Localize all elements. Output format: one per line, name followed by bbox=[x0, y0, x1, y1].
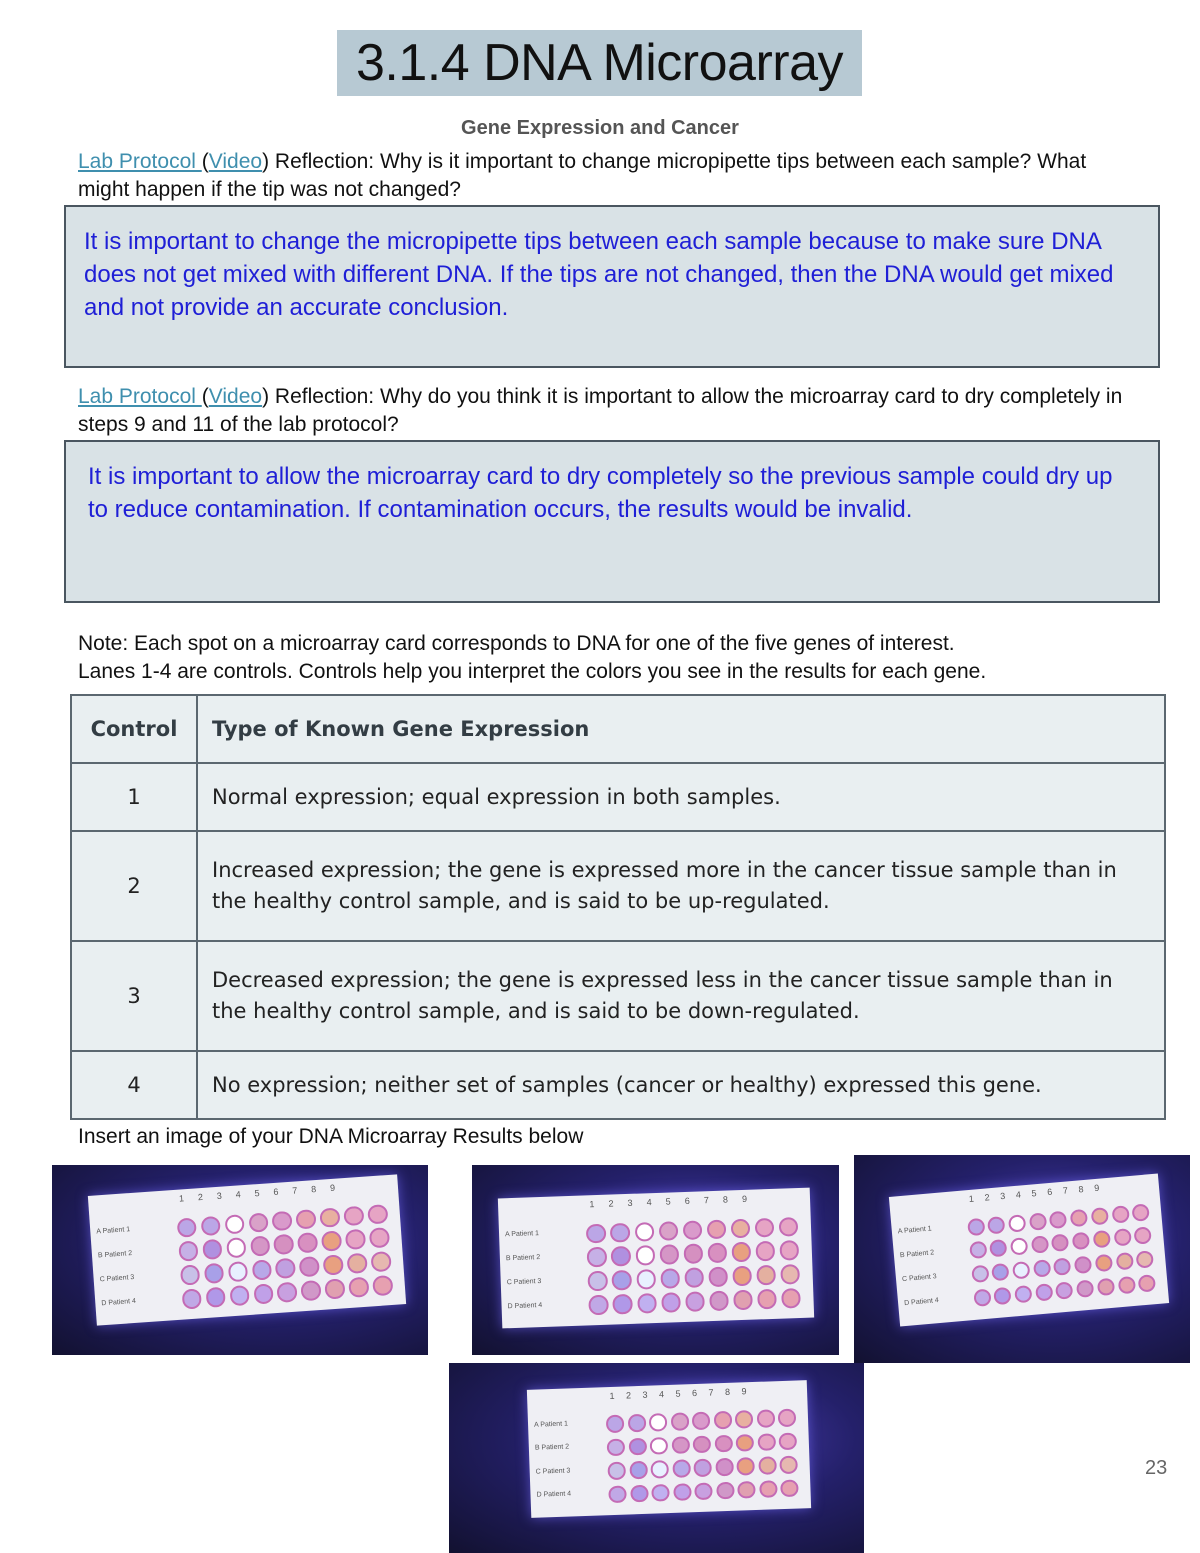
control-number: 3 bbox=[71, 941, 197, 1051]
microarray-spot bbox=[649, 1413, 667, 1431]
microarray-spot bbox=[226, 1238, 247, 1259]
microarray-spot bbox=[176, 1217, 197, 1238]
question-2 bbox=[78, 383, 1138, 439]
microarray-spot bbox=[695, 1482, 713, 1500]
microarray-spot bbox=[755, 1241, 775, 1261]
microarray-spot bbox=[694, 1459, 712, 1477]
microarray-card bbox=[527, 1380, 811, 1518]
row-label: B Patient 2 bbox=[534, 1443, 570, 1453]
microarray-spot bbox=[779, 1432, 797, 1450]
microarray-spot bbox=[781, 1479, 799, 1497]
row-label: D Patient 4 bbox=[903, 1296, 939, 1307]
microarray-spot bbox=[325, 1278, 346, 1299]
microarray-spot bbox=[611, 1246, 631, 1266]
microarray-spot bbox=[692, 1412, 710, 1430]
microarray-spot bbox=[756, 1265, 776, 1285]
microarray-spot bbox=[606, 1415, 624, 1433]
microarray-spot bbox=[1076, 1280, 1094, 1298]
microarray-spot bbox=[1113, 1229, 1131, 1247]
microarray-spot bbox=[272, 1210, 293, 1231]
microarray-spot bbox=[732, 1266, 752, 1286]
microarray-spot bbox=[1093, 1230, 1111, 1248]
microarray-spot bbox=[707, 1243, 727, 1263]
microarray-spot bbox=[781, 1288, 801, 1308]
table-row bbox=[71, 941, 1165, 1051]
paren: ( bbox=[201, 385, 209, 408]
microarray-photo-4 bbox=[449, 1363, 864, 1553]
microarray-spot bbox=[1008, 1214, 1026, 1232]
control-number: 4 bbox=[71, 1051, 197, 1119]
microarray-spot bbox=[757, 1409, 775, 1427]
microarray-spot bbox=[1051, 1234, 1069, 1252]
microarray-spot bbox=[586, 1223, 606, 1243]
microarray-spot bbox=[347, 1253, 368, 1274]
microarray-spot bbox=[202, 1239, 223, 1260]
microarray-spot bbox=[321, 1231, 342, 1252]
microarray-spot bbox=[736, 1434, 754, 1452]
page-title: 3.1.4 DNA Microarray bbox=[337, 30, 862, 96]
microarray-spot bbox=[709, 1291, 729, 1311]
microarray-spot bbox=[671, 1436, 689, 1454]
microarray-spot bbox=[607, 1438, 625, 1456]
microarray-spot bbox=[973, 1289, 991, 1307]
microarray-spot bbox=[1117, 1276, 1135, 1294]
header-type: Type of Known Gene Expression bbox=[197, 695, 1165, 763]
microarray-spot bbox=[737, 1457, 755, 1475]
microarray-spot bbox=[738, 1481, 756, 1499]
microarray-spot bbox=[367, 1204, 388, 1225]
lab-protocol-link[interactable]: Lab Protocol bbox=[78, 150, 202, 173]
microarray-photo-1 bbox=[52, 1165, 428, 1355]
microarray-spot bbox=[683, 1244, 703, 1264]
microarray-spot bbox=[612, 1270, 632, 1290]
row-label: A Patient 1 bbox=[897, 1225, 932, 1236]
microarray-spot bbox=[1136, 1251, 1154, 1269]
video-link[interactable]: Video bbox=[208, 150, 263, 173]
microarray-spot bbox=[1138, 1274, 1156, 1292]
microarray-spot bbox=[684, 1268, 704, 1288]
control-description: Normal expression; equal expression in both samples. bbox=[197, 763, 1165, 831]
microarray-spot bbox=[205, 1287, 226, 1308]
microarray-spot bbox=[755, 1217, 775, 1237]
microarray-spot bbox=[1010, 1238, 1028, 1256]
microarray-spot bbox=[1031, 1236, 1049, 1254]
table-row bbox=[71, 763, 1165, 831]
note-line-1: Note: Each spot on a microarray card corresponds to DNA for one of the five genes of interest. bbox=[78, 632, 955, 655]
microarray-spot bbox=[369, 1228, 390, 1249]
microarray-spot bbox=[299, 1256, 320, 1277]
microarray-spot bbox=[589, 1295, 609, 1315]
question-1 bbox=[78, 148, 1138, 204]
microarray-spot bbox=[609, 1485, 627, 1503]
microarray-spot bbox=[658, 1221, 678, 1241]
microarray-spot bbox=[987, 1216, 1005, 1234]
row-label: C Patient 3 bbox=[99, 1274, 135, 1284]
microarray-spot bbox=[253, 1283, 274, 1304]
microarray-spot bbox=[779, 1240, 799, 1260]
lane-numbers: 123456789 bbox=[178, 1181, 350, 1204]
table-header-row bbox=[71, 695, 1165, 763]
microarray-spot bbox=[661, 1292, 681, 1312]
table-row bbox=[71, 1051, 1165, 1119]
microarray-spot bbox=[630, 1484, 648, 1502]
microarray-spot bbox=[672, 1459, 690, 1477]
microarray-spot bbox=[1090, 1207, 1108, 1225]
microarray-spot bbox=[320, 1207, 341, 1228]
microarray-photo-2 bbox=[472, 1165, 839, 1355]
row-label: C Patient 3 bbox=[901, 1272, 937, 1283]
microarray-spot bbox=[200, 1215, 221, 1236]
row-label: A Patient 1 bbox=[96, 1226, 131, 1236]
microarray-spot bbox=[731, 1242, 751, 1262]
control-table bbox=[70, 694, 1166, 1120]
microarray-spot bbox=[1132, 1203, 1150, 1221]
row-label: B Patient 2 bbox=[899, 1249, 935, 1260]
microarray-spot bbox=[323, 1255, 344, 1276]
microarray-spot bbox=[637, 1293, 657, 1313]
microarray-spot bbox=[693, 1435, 711, 1453]
page-subtitle: Gene Expression and Cancer bbox=[461, 117, 739, 139]
microarray-spot bbox=[652, 1484, 670, 1502]
microarray-spot bbox=[730, 1218, 750, 1238]
microarray-spot bbox=[277, 1282, 298, 1303]
microarray-spot bbox=[989, 1239, 1007, 1257]
row-label: C Patient 3 bbox=[506, 1278, 542, 1287]
microarray-spot bbox=[273, 1234, 294, 1255]
insert-image-label: Insert an image of your DNA Microarray Results below bbox=[78, 1125, 584, 1148]
microarray-spot bbox=[629, 1461, 647, 1479]
microarray-spot bbox=[780, 1264, 800, 1284]
microarray-spot bbox=[296, 1209, 317, 1230]
microarray-spot bbox=[735, 1410, 753, 1428]
microarray-spot bbox=[1029, 1212, 1047, 1230]
microarray-spot bbox=[229, 1285, 250, 1306]
microarray-spot bbox=[372, 1275, 393, 1296]
microarray-spot bbox=[1097, 1278, 1115, 1296]
microarray-spot bbox=[779, 1217, 799, 1237]
row-label: D Patient 4 bbox=[536, 1490, 572, 1500]
microarray-spot bbox=[759, 1480, 777, 1498]
row-label: A Patient 1 bbox=[533, 1420, 569, 1429]
control-description: No expression; neither set of samples (cancer or healthy) expressed this gene. bbox=[197, 1051, 1165, 1119]
microarray-spot bbox=[181, 1288, 202, 1309]
microarray-spot bbox=[635, 1245, 655, 1265]
paren: ( bbox=[201, 150, 209, 173]
microarray-card bbox=[498, 1188, 814, 1329]
lane-numbers: 123456789 bbox=[589, 1193, 762, 1210]
microarray-spot bbox=[714, 1434, 732, 1452]
microarray-spot bbox=[733, 1290, 753, 1310]
microarray-spot bbox=[224, 1214, 245, 1235]
answer-box-2[interactable]: It is important to allow the microarray card to dry completely so the previous sample could dry up to reduce contamination. If contamination occurs, the results would be invalid. bbox=[64, 440, 1160, 603]
microarray-spot bbox=[708, 1267, 728, 1287]
microarray-spot bbox=[685, 1291, 705, 1311]
microarray-photo-3 bbox=[854, 1155, 1190, 1363]
microarray-spot bbox=[636, 1269, 656, 1289]
microarray-spot bbox=[673, 1483, 691, 1501]
microarray-spot bbox=[1035, 1283, 1053, 1301]
microarray-spot bbox=[1095, 1254, 1113, 1272]
control-number: 1 bbox=[71, 763, 197, 831]
video-link[interactable]: Video bbox=[208, 385, 263, 408]
microarray-card bbox=[889, 1173, 1169, 1326]
microarray-spot bbox=[1014, 1285, 1032, 1303]
row-label: C Patient 3 bbox=[535, 1467, 571, 1476]
microarray-spot bbox=[227, 1261, 248, 1282]
microarray-spot bbox=[628, 1414, 646, 1432]
microarray-spot bbox=[971, 1265, 989, 1283]
microarray-spot bbox=[714, 1411, 732, 1429]
microarray-spot bbox=[248, 1212, 269, 1233]
microarray-spot bbox=[588, 1271, 608, 1291]
table-row bbox=[71, 831, 1165, 941]
microarray-spot bbox=[778, 1409, 796, 1427]
microarray-spot bbox=[348, 1277, 369, 1298]
page-number: 23 bbox=[1145, 1457, 1168, 1479]
microarray-spot bbox=[659, 1245, 679, 1265]
microarray-spot bbox=[610, 1222, 630, 1242]
header-control: Control bbox=[71, 695, 197, 763]
microarray-card bbox=[88, 1174, 406, 1325]
microarray-spot bbox=[660, 1268, 680, 1288]
microarray-spot bbox=[1070, 1208, 1088, 1226]
microarray-spot bbox=[757, 1433, 775, 1451]
microarray-spot bbox=[1111, 1205, 1129, 1223]
answer-box-1[interactable]: It is important to change the micropipette tips between each sample because to make sure DNA does not get mixed with different DNA. If the tips are not changed, then the DNA would get mixed and not provide an accurate conclusion. bbox=[64, 205, 1160, 368]
microarray-spot bbox=[671, 1412, 689, 1430]
microarray-spot bbox=[682, 1220, 702, 1240]
microarray-spot bbox=[650, 1437, 668, 1455]
microarray-spot bbox=[371, 1251, 392, 1272]
question-1-text: ) Reflection: Why is it important to change micropipette tips between each sample? What might happen if the tip was not changed? bbox=[78, 150, 1087, 201]
microarray-spot bbox=[780, 1456, 798, 1474]
microarray-spot bbox=[651, 1460, 669, 1478]
microarray-spot bbox=[608, 1462, 626, 1480]
control-description: Decreased expression; the gene is expressed less in the cancer tissue sample than in the healthy control sample, and is said to be down-regulated. bbox=[197, 941, 1165, 1051]
row-label: D Patient 4 bbox=[101, 1297, 137, 1308]
lab-protocol-link[interactable]: Lab Protocol bbox=[78, 385, 202, 408]
note-line-2: Lanes 1-4 are controls. Controls help you interpret the colors you see in the results for each gene. bbox=[78, 660, 987, 683]
microarray-spot bbox=[758, 1456, 776, 1474]
microarray-spot bbox=[180, 1265, 201, 1286]
microarray-spot bbox=[1012, 1261, 1030, 1279]
question-2-text: ) Reflection: Why do you think it is important to allow the microarray card to dry completely in steps 9 and 11 of the lab protocol? bbox=[78, 385, 1123, 436]
microarray-spot bbox=[1074, 1256, 1092, 1274]
microarray-spot bbox=[1049, 1210, 1067, 1228]
microarray-spot bbox=[1053, 1258, 1071, 1276]
microarray-spot bbox=[613, 1294, 633, 1314]
lane-numbers: 123456789 bbox=[968, 1181, 1111, 1205]
note bbox=[78, 630, 1178, 686]
row-label: A Patient 1 bbox=[504, 1230, 540, 1239]
microarray-spot bbox=[275, 1258, 296, 1279]
microarray-spot bbox=[587, 1247, 607, 1267]
microarray-spot bbox=[343, 1205, 364, 1226]
row-label: B Patient 2 bbox=[505, 1254, 541, 1263]
microarray-spot bbox=[251, 1260, 272, 1281]
microarray-spot bbox=[345, 1229, 366, 1250]
microarray-spot bbox=[1115, 1252, 1133, 1270]
microarray-spot bbox=[634, 1222, 654, 1242]
microarray-spot bbox=[967, 1217, 985, 1235]
lane-numbers: 123456789 bbox=[609, 1385, 759, 1402]
row-label: D Patient 4 bbox=[507, 1301, 543, 1311]
microarray-spot bbox=[297, 1233, 318, 1254]
microarray-spot bbox=[1134, 1227, 1152, 1245]
control-number: 2 bbox=[71, 831, 197, 941]
microarray-spot bbox=[706, 1219, 726, 1239]
microarray-spot bbox=[178, 1241, 199, 1262]
microarray-spot bbox=[994, 1287, 1012, 1305]
microarray-spot bbox=[716, 1481, 734, 1499]
control-description: Increased expression; the gene is expressed more in the cancer tissue sample than in the healthy control sample, and is said to be up-regulated. bbox=[197, 831, 1165, 941]
microarray-spot bbox=[1033, 1260, 1051, 1278]
microarray-spot bbox=[628, 1437, 646, 1455]
row-label: B Patient 2 bbox=[97, 1250, 133, 1260]
microarray-spot bbox=[301, 1280, 322, 1301]
microarray-spot bbox=[1072, 1232, 1090, 1250]
microarray-spot bbox=[757, 1289, 777, 1309]
microarray-spot bbox=[1055, 1281, 1073, 1299]
microarray-spot bbox=[715, 1458, 733, 1476]
microarray-spot bbox=[204, 1263, 225, 1284]
microarray-spot bbox=[250, 1236, 271, 1257]
microarray-spot bbox=[969, 1241, 987, 1259]
microarray-spot bbox=[991, 1263, 1009, 1281]
